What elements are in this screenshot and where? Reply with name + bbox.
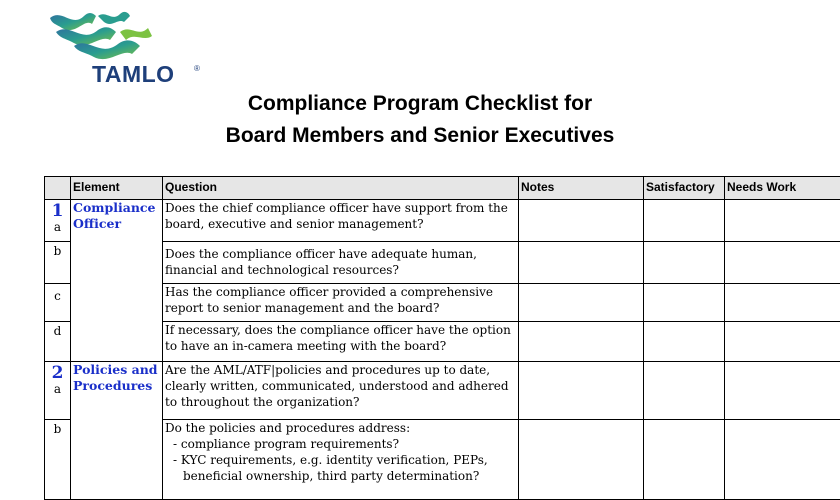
element-cell: Policies and Procedures bbox=[71, 362, 163, 500]
page-title-line1: Compliance Program Checklist for bbox=[0, 92, 840, 116]
question-cell: Are the AML/ATF|policies and procedures up to date, clearly written, communicated, understood and adhered to throughout the organization? bbox=[163, 362, 519, 420]
notes-cell[interactable] bbox=[519, 322, 644, 362]
list-item: beneficial ownership, third party determination? bbox=[173, 468, 516, 484]
header-number bbox=[45, 177, 71, 200]
table-row bbox=[45, 200, 840, 242]
row-letter: a bbox=[45, 220, 70, 234]
tamlo-logo bbox=[40, 6, 220, 84]
notes-cell[interactable] bbox=[519, 284, 644, 322]
row-number-cell bbox=[45, 362, 71, 420]
row-number-cell bbox=[45, 420, 71, 500]
row-number-cell bbox=[45, 200, 71, 242]
row-letter: d bbox=[45, 324, 70, 338]
row-letter: b bbox=[45, 422, 70, 436]
row-letter: c bbox=[45, 288, 70, 304]
element-cell: Compliance Officer bbox=[71, 200, 163, 362]
list-item: - compliance program requirements? bbox=[173, 436, 516, 452]
needs-work-cell[interactable] bbox=[725, 200, 840, 242]
row-number-cell bbox=[45, 322, 71, 362]
row-number-cell bbox=[45, 242, 71, 284]
satisfactory-cell[interactable] bbox=[644, 420, 725, 500]
notes-cell[interactable] bbox=[519, 420, 644, 500]
table-header-row bbox=[45, 177, 840, 200]
question-cell: Does the chief compliance officer have support from the board, executive and senior management? bbox=[163, 200, 519, 242]
needs-work-cell[interactable] bbox=[725, 322, 840, 362]
header-question: Question bbox=[163, 177, 519, 200]
section-number: 1 bbox=[45, 202, 70, 220]
list-item: - KYC requirements, e.g. identity verification, PEPs, bbox=[173, 452, 516, 468]
satisfactory-cell[interactable] bbox=[644, 200, 725, 242]
question-text: Do the policies and procedures address: bbox=[165, 420, 516, 436]
table-row bbox=[45, 420, 840, 500]
question-cell bbox=[163, 420, 519, 500]
needs-work-cell[interactable] bbox=[725, 242, 840, 284]
needs-work-cell[interactable] bbox=[725, 284, 840, 322]
header-notes: Notes bbox=[519, 177, 644, 200]
page-title-line2: Board Members and Senior Executives bbox=[0, 124, 840, 148]
table-row bbox=[45, 242, 840, 284]
row-letter: a bbox=[45, 382, 70, 396]
notes-cell[interactable] bbox=[519, 242, 644, 284]
question-cell: Does the compliance officer have adequate human, financial and technological resources? bbox=[163, 242, 519, 284]
satisfactory-cell[interactable] bbox=[644, 284, 725, 322]
satisfactory-cell[interactable] bbox=[644, 242, 725, 284]
question-subitems bbox=[165, 436, 516, 484]
header-element: Element bbox=[71, 177, 163, 200]
needs-work-cell[interactable] bbox=[725, 420, 840, 500]
needs-work-cell[interactable] bbox=[725, 362, 840, 420]
logo-wordmark: TAMLO bbox=[92, 61, 175, 88]
row-number-cell bbox=[45, 284, 71, 322]
table-row bbox=[45, 362, 840, 420]
notes-cell[interactable] bbox=[519, 362, 644, 420]
table-row bbox=[45, 284, 840, 322]
notes-cell[interactable] bbox=[519, 200, 644, 242]
question-cell: If necessary, does the compliance officer have the option to have an in-camera meeting with the board? bbox=[163, 322, 519, 362]
registered-mark: ® bbox=[194, 64, 200, 73]
checklist-table bbox=[44, 176, 840, 500]
satisfactory-cell[interactable] bbox=[644, 362, 725, 420]
header-needs-work: Needs Work bbox=[725, 177, 840, 200]
table-row bbox=[45, 322, 840, 362]
satisfactory-cell[interactable] bbox=[644, 322, 725, 362]
section-number: 2 bbox=[45, 364, 70, 382]
row-letter: b bbox=[45, 244, 70, 258]
question-cell: Has the compliance officer provided a comprehensive report to senior management and the board? bbox=[163, 284, 519, 322]
header-satisfactory: Satisfactory bbox=[644, 177, 725, 200]
